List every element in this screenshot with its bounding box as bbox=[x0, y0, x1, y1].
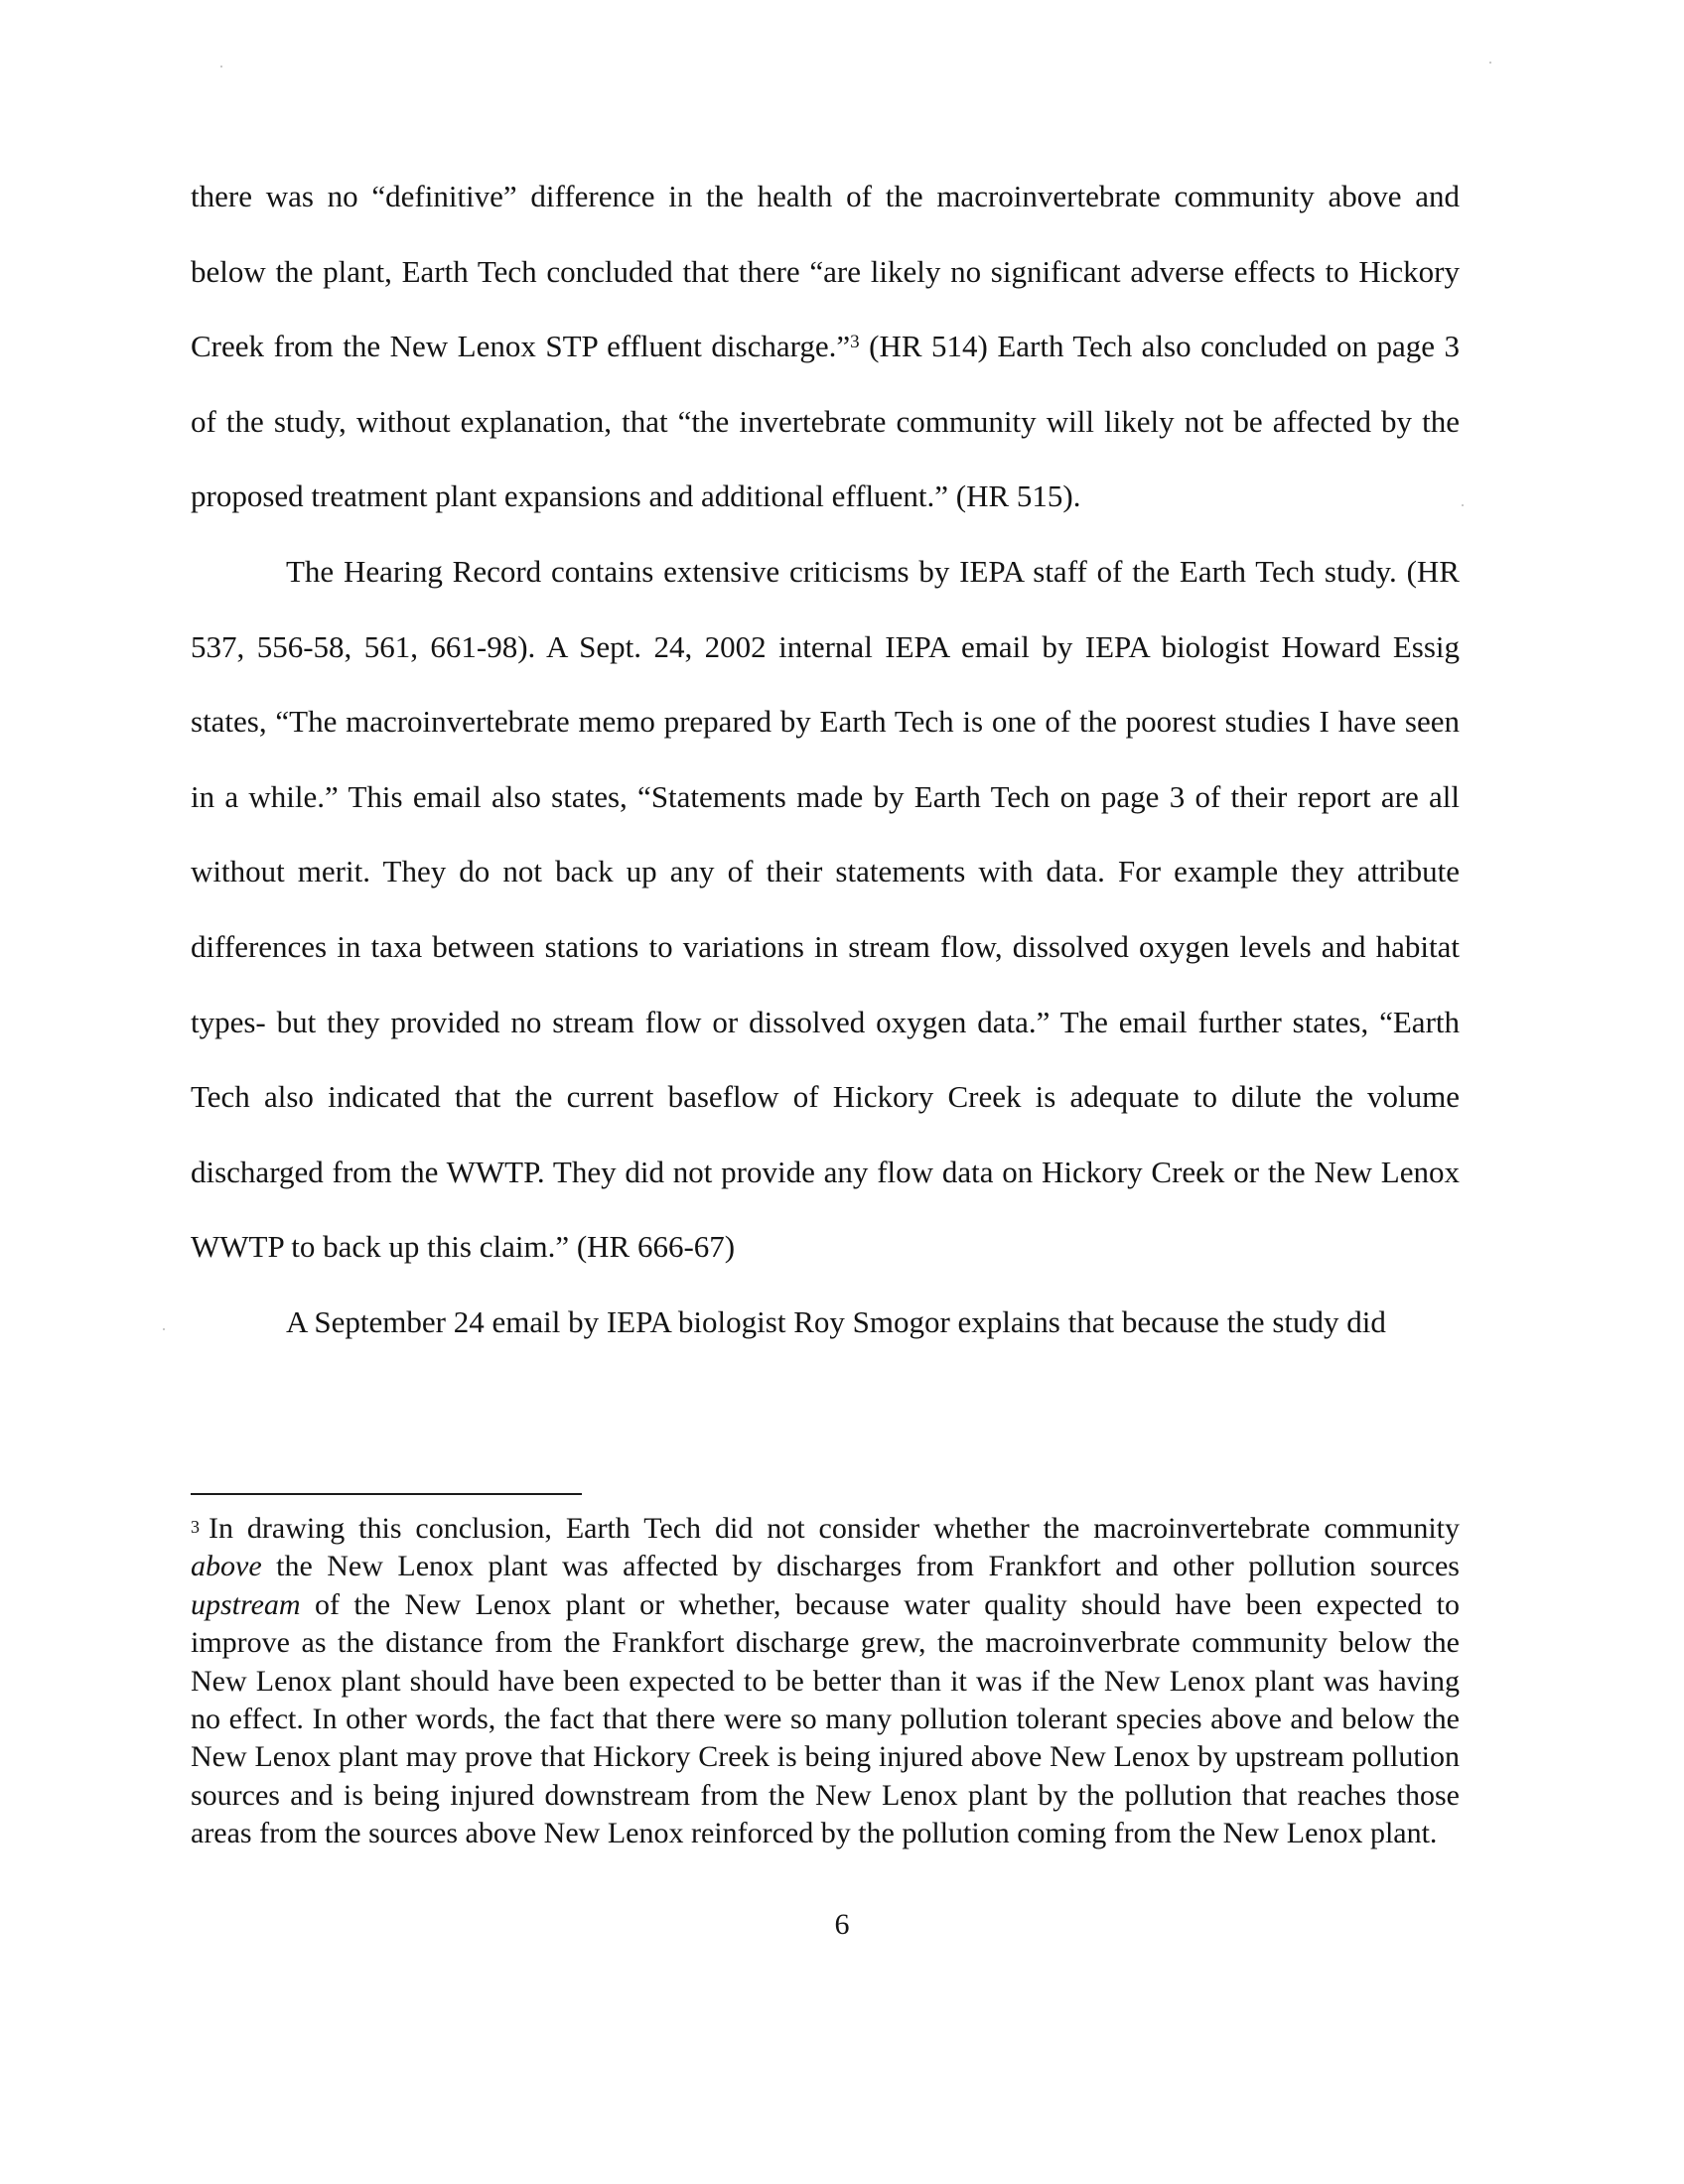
footnote-emphasis-above: above bbox=[191, 1550, 262, 1583]
footnote-separator bbox=[191, 1493, 582, 1495]
footnote-marker: 3 bbox=[191, 1517, 200, 1537]
paragraph-smogor-email: A September 24 email by IEPA biologist Roy Smogor explains that because the study did bbox=[286, 1303, 1386, 1339]
paragraph-hearing-record: The Hearing Record contains extensive criticisms by IEPA staff of the Earth Tech study. (HR 537, 556-58, 561, 661-98). A Sept. 24, 2002 internal IEPA email by IEPA biologist Howard Essig states, “The macroinvertebrate memo prepared by Earth Tech is one of the poorest studies I have seen in a while.” This email also states, “Statements made by Earth Tech on page 3 of their report are all without merit. They do not back up any of their statements with data. For example they attribute differences in taxa between stations to variations in stream flow, dissolved oxygen levels and habitat types- but they provided no stream flow or dissolved oxygen data.” The email further states, “Earth Tech also indicated that the current baseflow of Hickory Creek is adequate to dilute the volume discharged from the WWTP. They did not provide any flow data on Hickory Creek or the New Lenox WWTP to back up this claim.” (HR 666-67) bbox=[191, 553, 1460, 1265]
paragraph-1-text-b: (HR 514) Earth Tech also concluded on page 3 of the study, without explanation, that “the invertebrate community will likely not be affected by the proposed treatment plant expansions and additional effluent.” (HR 515). bbox=[191, 329, 1460, 514]
paragraph-continued bbox=[191, 159, 1460, 534]
scan-speck bbox=[220, 66, 222, 68]
footnote-reference: 3 bbox=[850, 332, 860, 353]
footnote-text-1: In drawing this conclusion, Earth Tech did not consider whether the macroinvertebrate community bbox=[209, 1512, 1460, 1545]
footnote-text-2: the New Lenox plant was affected by discharges from Frankfort and other pollution sources bbox=[261, 1550, 1460, 1583]
page-number: 6 bbox=[834, 1908, 850, 1941]
footnote-emphasis-upstream: upstream bbox=[191, 1587, 301, 1621]
footnote-text-3: of the New Lenox plant or whether, because water quality should have been expected to improve as the distance from the Frankfort discharge grew, the macroinverbrate community below the New Lenox plant should have been expected to be better than it was if the New Lenox plant was having no effect. In other words, the fact that there were so many pollution tolerant species above and below the New Lenox plant may prove that Hickory Creek is being injured above New Lenox by upstream pollution sources and is being injured downstream from the New Lenox plant by the pollution that reaches those areas from the sources above New Lenox reinforced by the pollution coming from the New Lenox plant. bbox=[191, 1587, 1460, 1850]
scan-speck bbox=[163, 1328, 165, 1330]
scan-speck bbox=[1462, 504, 1464, 506]
scan-speck bbox=[1489, 62, 1491, 64]
body-text bbox=[191, 159, 1460, 1360]
paragraph-1-text-a: there was no “definitive” difference in the health of the macroinvertebrate community above and below the plant, Earth Tech concluded that there “are likely no significant adverse effects to Hickory Creek from the New Lenox STP effluent discharge.” bbox=[191, 179, 1460, 364]
footnote bbox=[191, 1510, 1460, 1853]
